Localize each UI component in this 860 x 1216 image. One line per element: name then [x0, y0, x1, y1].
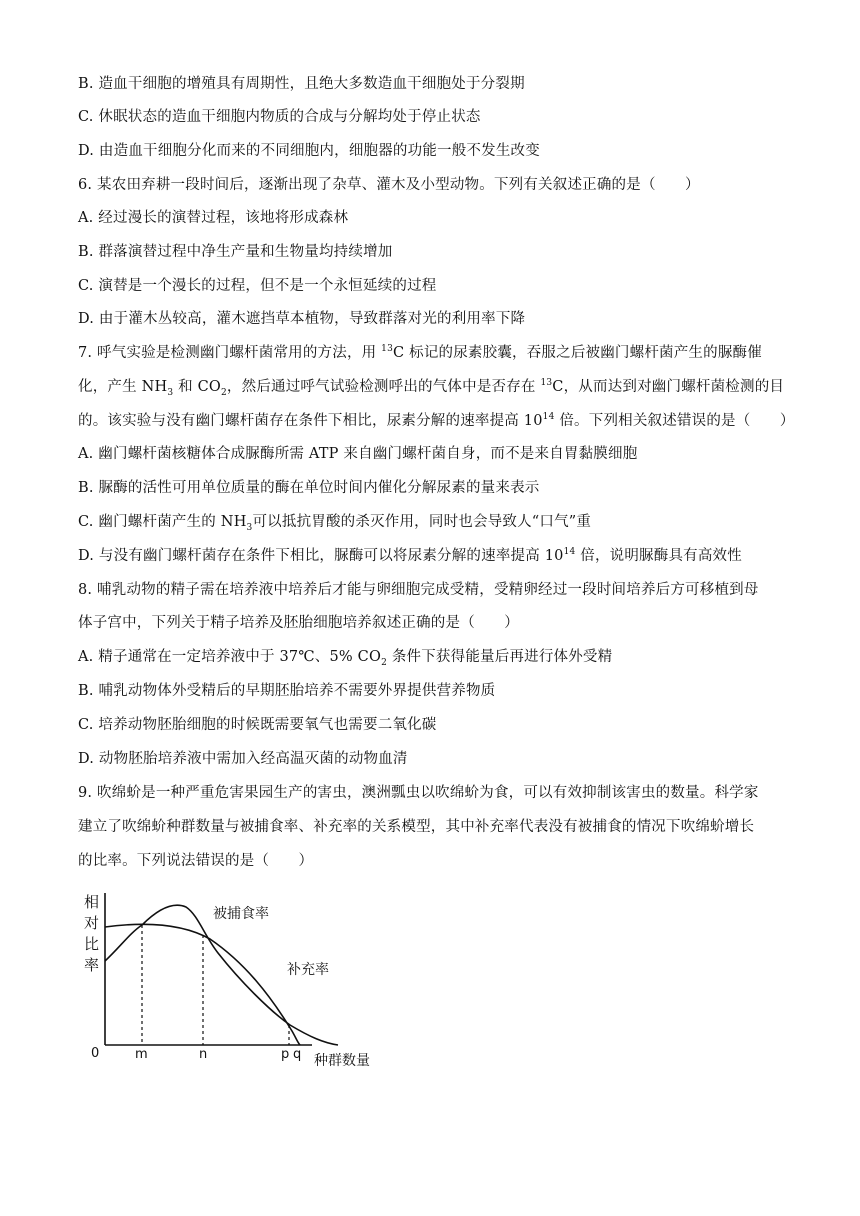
subscript: 2 — [381, 657, 388, 668]
x-tick-m: m — [135, 1047, 148, 1062]
origin-label: 0 — [91, 1046, 100, 1061]
superscript: 13 — [540, 378, 553, 389]
text-line: 8. 哺乳动物的精子需在培养液中培养后才能与卵细胞完成受精，受精卵经过一段时间培养后方可移植到母 — [78, 582, 759, 598]
text-line — [78, 647, 788, 667]
y-axis-label-4: 率 — [84, 956, 100, 974]
text-run: A. 精子通常在一定培养液中于 37℃、5% CO — [78, 649, 382, 665]
text-line: 6. 某农田弃耕一段时间后，逐渐出现了杂草、灌木及小型动物。下列有关叙述正确的是（ ） — [78, 177, 700, 193]
rate-graph — [80, 885, 400, 1075]
predation-rate-label: 被捕食率 — [213, 906, 269, 922]
text-run: C 标记的尿素胶囊，吞服之后被幽门螺杆菌产生的脲酶催 — [393, 345, 762, 361]
text-run: C，从而达到对幽门螺杆菌检测的目 — [552, 379, 785, 395]
superscript: 14 — [542, 412, 555, 423]
text-run: 可以抵抗胃酸的杀灭作用，同时也会导致人“口气”重 — [252, 514, 592, 530]
subscript: 2 — [220, 387, 227, 398]
text-run: 倍，说明脲酶具有高效性 — [575, 548, 742, 564]
text-line: 9. 吹绵蚧是一种严重危害果园生产的害虫，澳洲瓢虫以吹绵蚧为食，可以有效抑制该害虫的数量。科学家 — [78, 785, 759, 801]
text-run: D. 与没有幽门螺杆菌存在条件下相比，脲酶可以将尿素分解的速率提高 10 — [78, 548, 564, 564]
x-tick-p: p — [281, 1047, 290, 1062]
text-line: A. 经过漫长的演替过程，该地将形成森林 — [78, 210, 349, 226]
text-run: ，然后通过呼气试验检测呼出的气体中是否存在 — [226, 379, 541, 395]
x-tick-n: n — [199, 1047, 208, 1062]
text-line — [78, 343, 788, 363]
text-line — [78, 546, 788, 566]
superscript: 14 — [563, 547, 576, 558]
text-run: 条件下获得能量后再进行体外受精 — [387, 649, 613, 665]
text-run: 7. 呼气实验是检测幽门螺杆菌常用的方法，用 — [78, 345, 382, 361]
x-axis-label: 种群数量 — [314, 1053, 370, 1069]
text-line: C. 培养动物胚胎细胞的时候既需要氧气也需要二氧化碳 — [78, 717, 437, 733]
text-line: D. 由于灌木丛较高，灌木遮挡草本植物，导致群落对光的利用率下降 — [78, 311, 526, 327]
supplement-rate-label: 补充率 — [287, 962, 329, 978]
text-line: C. 休眠状态的造血干细胞内物质的合成与分解均处于停止状态 — [78, 109, 481, 125]
text-line: A. 幽门螺杆菌核糖体合成脲酶所需 ATP 来自幽门螺杆菌自身，而不是来自胃黏膜细胞 — [78, 446, 638, 462]
y-axis-label-2: 对 — [84, 914, 100, 932]
subscript: 3 — [167, 387, 174, 398]
population-rate-figure — [80, 885, 400, 1075]
y-axis-label-1: 相 — [84, 893, 100, 911]
text-run: 的。该实验与没有幽门螺杆菌存在条件下相比，尿素分解的速率提高 10 — [78, 413, 543, 429]
text-line: 的比率。下列说法错误的是（ ） — [78, 853, 314, 869]
text-line — [78, 512, 788, 532]
text-line — [78, 377, 788, 397]
text-line: B. 群落演替过程中净生产量和生物量均持续增加 — [78, 244, 393, 260]
text-line: B. 脲酶的活性可用单位质量的酶在单位时间内催化分解尿素的量来表示 — [78, 480, 540, 496]
text-line: B. 哺乳动物体外受精后的早期胚胎培养不需要外界提供营养物质 — [78, 683, 496, 699]
subscript: 3 — [246, 522, 253, 533]
text-line: D. 由造血干细胞分化而来的不同细胞内，细胞器的功能一般不发生改变 — [78, 143, 540, 159]
text-line — [78, 411, 795, 431]
superscript: 13 — [381, 344, 394, 355]
y-axis-label-3: 比 — [84, 935, 100, 953]
text-line: D. 动物胚胎培养液中需加入经高温灭菌的动物血清 — [78, 751, 408, 767]
x-tick-q: q — [293, 1047, 302, 1062]
text-run: 和 CO — [173, 379, 221, 395]
text-run: 化，产生 NH — [78, 379, 168, 395]
text-line: 建立了吹绵蚧种群数量与被捕食率、补充率的关系模型，其中补充率代表没有被捕食的情况下吹绵蚧增长 — [78, 819, 755, 835]
text-line: C. 演替是一个漫长的过程，但不是一个永恒延续的过程 — [78, 278, 437, 294]
text-line: B. 造血干细胞的增殖具有周期性，且绝大多数造血干细胞处于分裂期 — [78, 76, 525, 92]
text-run: C. 幽门螺杆菌产生的 NH — [78, 514, 247, 530]
text-line: 体子宫中，下列关于精子培养及胚胎细胞培养叙述正确的是（ ） — [78, 615, 519, 631]
text-run: 倍。下列相关叙述错误的是（ ） — [554, 413, 795, 429]
